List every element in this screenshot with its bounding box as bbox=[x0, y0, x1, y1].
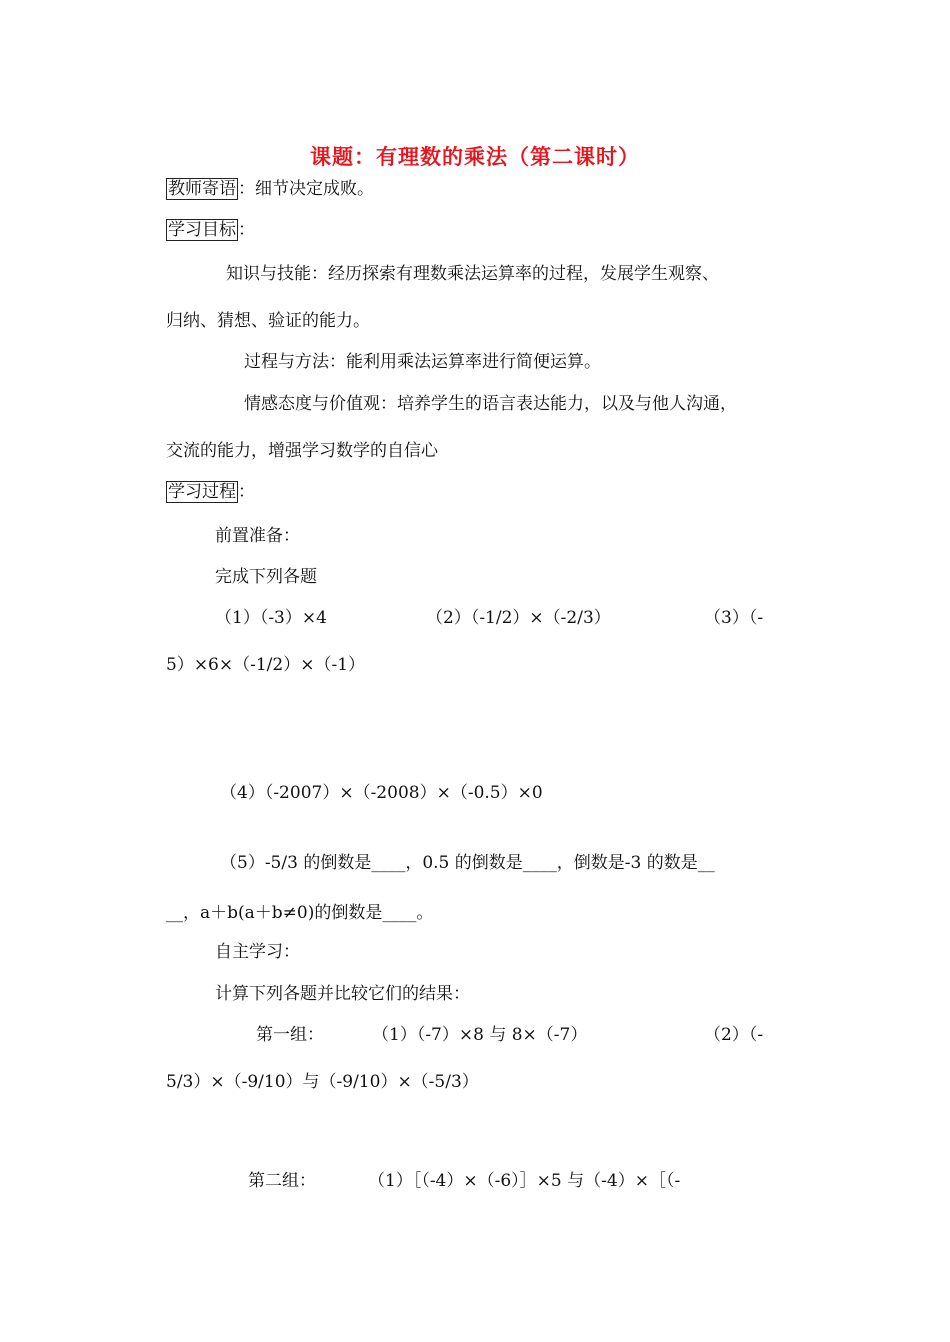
teacher-message-line bbox=[166, 174, 374, 199]
group-1-label: 第一组： bbox=[256, 1025, 324, 1045]
group-1-question-1: （1）（-7）×8 与 8×（-7） bbox=[372, 1025, 588, 1045]
teacher-message-text: ：细节决定成败。 bbox=[238, 179, 374, 199]
question-2: （2）（-1/2）×（-2/3） bbox=[426, 608, 611, 628]
prep-heading: 前置准备： bbox=[215, 526, 300, 546]
group-1-question-2-part2: 5/3）×（-9/10）与（-9/10）×（-5/3） bbox=[166, 1072, 479, 1092]
goal-knowledge-line2: 归纳、猜想、验证的能力。 bbox=[166, 311, 370, 331]
learning-goals-colon: ： bbox=[238, 220, 255, 240]
learning-process-line bbox=[166, 477, 255, 502]
group-2-label: 第二组： bbox=[248, 1171, 316, 1191]
goal-knowledge-line1: 知识与技能：经历探索有理数乘法运算率的过程，发展学生观察、 bbox=[226, 264, 719, 284]
question-5-line2: __，a＋b(a＋b≠0)的倒数是____。 bbox=[166, 903, 434, 923]
question-3-part2: 5）×6×（-1/2）×（-1） bbox=[166, 655, 366, 675]
page-title: 课题：有理数的乘法（第二课时） bbox=[310, 145, 640, 169]
learning-goals-line bbox=[166, 215, 255, 240]
complete-instruction: 完成下列各题 bbox=[215, 567, 317, 587]
self-study-heading: 自主学习： bbox=[215, 942, 300, 962]
group-1-question-2-part1: （2）（- bbox=[704, 1025, 764, 1045]
question-1: （1）（-3）×4 bbox=[215, 608, 327, 628]
question-5-line1: （5）-5/3 的倒数是____，0.5 的倒数是____，倒数是-3 的数是__ bbox=[220, 853, 715, 873]
goal-attitude-line2: 交流的能力，增强学习数学的自信心 bbox=[166, 441, 438, 461]
goal-attitude-line1: 情感态度与价值观：培养学生的语言表达能力，以及与他人沟通， bbox=[244, 394, 737, 414]
group-2-question-1: （1）［（-4）×（-6）］×5 与（-4）×［（- bbox=[368, 1171, 681, 1191]
learning-process-colon: ： bbox=[238, 482, 255, 502]
learning-goals-heading: 学习目标 bbox=[168, 220, 236, 240]
question-4: （4）（-2007）×（-2008）×（-0.5）×0 bbox=[220, 783, 543, 803]
compute-instruction: 计算下列各题并比较它们的结果： bbox=[215, 984, 470, 1004]
question-3-part1: （3）（- bbox=[704, 608, 764, 628]
teacher-message-heading: 教师寄语 bbox=[168, 179, 236, 199]
goal-process-method: 过程与方法：能利用乘法运算率进行简便运算。 bbox=[244, 352, 601, 372]
learning-process-heading: 学习过程 bbox=[168, 482, 236, 502]
